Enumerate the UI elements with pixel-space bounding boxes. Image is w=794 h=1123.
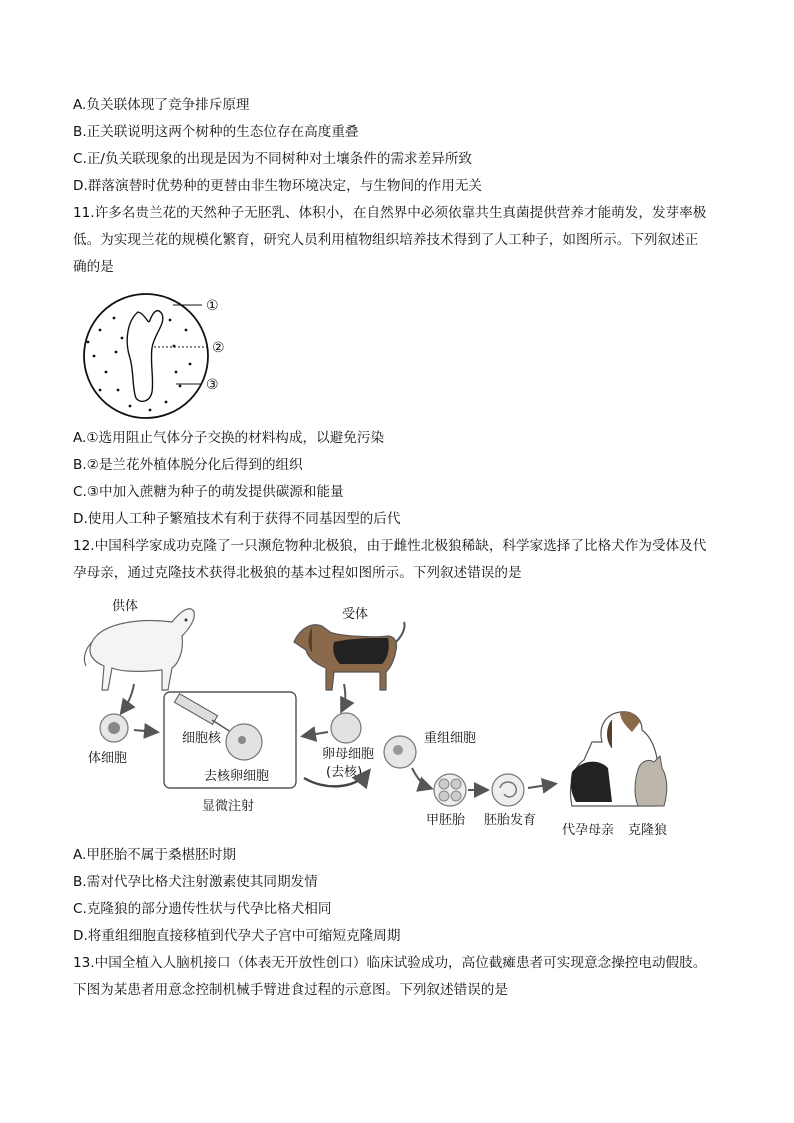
embryo-icon [434,774,466,806]
oocyte-icon [331,713,361,743]
arctic-wolf-icon [84,609,194,690]
label-somatic-cell: 体细胞 [88,751,128,766]
q11-stem-line-2: 低。为实现兰花的规模化繁育，研究人员利用植物组织培养技术得到了人工种子，如图所示。下列叙述正 [73,232,699,248]
figure-label-2: ② [212,340,225,356]
q10-option-b: B.正关联说明这两个树种的生态位存在高度重叠 [73,124,359,140]
q12-option-a: A.甲胚胎不属于桑椹胚时期 [73,847,236,863]
label-development: 胚胎发育 [484,813,537,828]
q10-option-d: D.群落演替时优势种的更替由非生物环境决定，与生物间的作用无关 [73,178,483,194]
q11-option-b: B.②是兰花外植体脱分化后得到的组织 [73,457,303,473]
q13-stem-line-1: 13.中国全植入人脑机接口（体表无开放性创口）临床试验成功，高位截瘫患者可实现意念操控电动假肢。 [73,955,707,971]
q11-stem-line-1: 11.许多名贵兰花的天然种子无胚乳、体积小，在自然界中必须依靠共生真菌提供营养才能萌发，发芽率极 [73,205,707,221]
label-oocyte-note: (去核) [326,765,363,780]
q11-option-c: C.③中加入蔗糖为种子的萌发提供碳源和能量 [73,484,344,500]
q12-option-c: C.克隆狼的部分遗传性状与代孕比格犬相同 [73,901,332,917]
label-recipient: 受体 [342,607,369,622]
label-microinjection: 显微注射 [202,799,255,814]
figure-label-1: ① [206,298,219,314]
q11-option-d: D.使用人工种子繁殖技术有利于获得不同基因型的后代 [73,511,401,527]
label-donor: 供体 [112,599,139,614]
label-enucleated-egg: 去核卵细胞 [204,769,270,784]
figure-label-3: ③ [206,377,219,393]
developing-embryo-icon [492,774,524,806]
beagle-icon [294,622,405,690]
q10-option-a: A.负关联体现了竞争排斥原理 [73,97,250,113]
q12-stem-line-2: 孕母亲，通过克隆技术获得北极狼的基本过程如图所示。下列叙述错误的是 [73,565,522,581]
label-oocyte: 卵母细胞 [322,747,375,762]
q13-stem-line-2: 下图为某患者用意念控制机械手臂进食过程的示意图。下列叙述错误的是 [73,982,508,998]
q12-option-d: D.将重组细胞直接移植到代孕犬子宫中可缩短克隆周期 [73,928,401,944]
label-nucleus: 细胞核 [182,731,222,746]
q12-stem-line-1: 12.中国科学家成功克隆了一只濒危物种北极狼，由于雌性北极狼稀缺，科学家选择了比格犬作为受体及代 [73,538,707,554]
cloning-process-figure [72,592,682,836]
q11-stem-line-3: 确的是 [73,259,114,275]
label-recombinant-cell: 重组细胞 [424,731,477,746]
q12-option-b: B.需对代孕比格犬注射激素使其同期发情 [73,874,318,890]
label-embryo: 甲胚胎 [426,813,466,828]
label-clone-wolf: 克隆狼 [628,823,668,836]
q11-option-a: A.①选用阻止气体分子交换的材料构成，以避免污染 [73,430,385,446]
q10-option-c: C.正/负关联现象的出现是因为不同树种对土壤条件的需求差异所致 [73,151,473,167]
artificial-seed-figure [70,290,250,420]
label-surrogate: 代孕母亲 [562,823,615,836]
